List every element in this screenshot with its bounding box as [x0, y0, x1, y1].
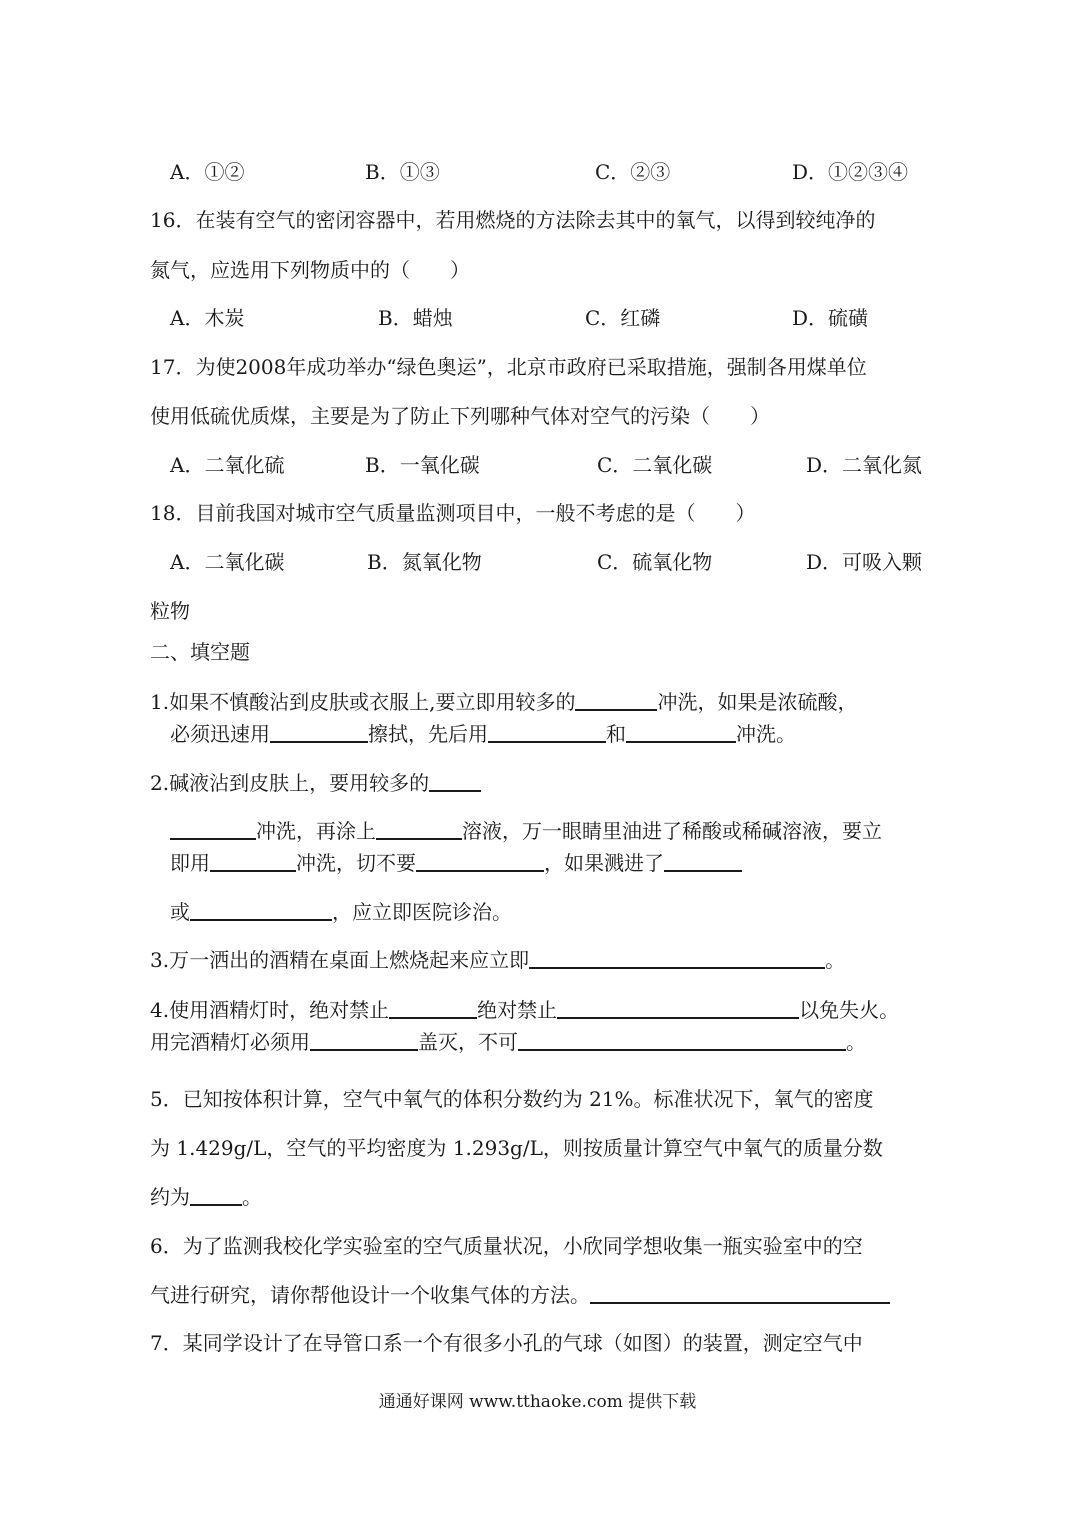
fill1-text-a: 1.如果不慎酸沾到皮肤或衣服上,要立即用较多的: [150, 690, 576, 714]
fill2-blank-1[interactable]: [429, 770, 481, 792]
q16-option-c: C．红磷: [585, 306, 661, 330]
fill2-text-g: 或: [170, 900, 190, 924]
fill5-blank-1[interactable]: [190, 1184, 242, 1206]
q17-options: [0, 451, 1075, 479]
fill4-blank-2[interactable]: [557, 997, 799, 1019]
fill2-blank-5[interactable]: [416, 850, 544, 872]
fill2-blank-7[interactable]: [190, 899, 332, 921]
q15-option-c: C．②③: [595, 160, 671, 184]
fill1-line2: [170, 720, 796, 748]
fill1-text-d: 擦拭，先后用: [368, 722, 488, 746]
fill1-blank-1[interactable]: [575, 689, 657, 711]
q18-wrap: 粒物: [150, 599, 190, 623]
page-footer: 通通好课网 www.tthaoke.com 提供下载: [378, 1392, 697, 1412]
fill2-blank-4[interactable]: [210, 850, 296, 872]
fill2-text-c: 溶液，万一眼睛里油进了稀酸或稀碱溶液，要立: [462, 819, 882, 843]
fill2-text-f: ，如果溅进了: [544, 851, 664, 875]
fill6-blank-1[interactable]: [590, 1282, 890, 1304]
fill5-text-a: 约为: [150, 1185, 190, 1209]
fill2-blank-2[interactable]: [170, 818, 256, 840]
fill2-line3: [170, 849, 742, 877]
fill1-text-c: 必须迅速用: [170, 722, 270, 746]
fill1-text-e: 和: [606, 722, 626, 746]
fill2-line2: [170, 817, 882, 845]
section-heading: 二、填空题: [150, 640, 250, 664]
fill5-text-b: 。: [242, 1185, 262, 1209]
fill3-text-a: 3.万一洒出的酒精在桌面上燃烧起来应立即: [150, 948, 530, 972]
q17-line1: 17．为使2008年成功举办“绿色奥运”，北京市政府已采取措施，强制各用煤单位: [150, 355, 867, 379]
fill5-line1: 5．已知按体积计算，空气中氧气的体积分数约为 21%。标准状况下，氧气的密度: [150, 1087, 874, 1111]
fill1-line1: [150, 688, 857, 716]
q16-line1: 16．在装有空气的密闭容器中，若用燃烧的方法除去其中的氧气，以得到较纯净的: [150, 208, 876, 232]
q18-option-d: D．可吸入颗: [806, 550, 923, 574]
fill4-line1: [150, 996, 899, 1024]
fill4-text-b: 绝对禁止: [477, 998, 558, 1022]
fill4-text-c: 以免失火。: [799, 998, 900, 1022]
q16-option-d: D．硫磺: [792, 306, 869, 330]
q16-options: [0, 304, 1075, 332]
fill2-line1: [150, 769, 481, 797]
fill3-line: [150, 946, 845, 974]
fill1-blank-2[interactable]: [270, 721, 368, 743]
fill2-blank-6[interactable]: [664, 850, 742, 872]
q17-option-c: C．二氧化碳: [597, 453, 713, 477]
fill2-text-d: 即用: [170, 851, 210, 875]
fill2-blank-3[interactable]: [376, 818, 462, 840]
fill2-text-e: 冲洗，切不要: [296, 851, 416, 875]
fill2-line4: [170, 898, 512, 926]
q15-options: [0, 158, 1075, 186]
q17-option-d: D．二氧化氮: [806, 453, 923, 477]
q15-option-a: A．①②: [170, 160, 245, 184]
fill6-line2: [150, 1281, 890, 1309]
fill7-line1: 7．某同学设计了在导管口系一个有很多小孔的气球（如图）的装置，测定空气中: [150, 1331, 863, 1355]
q15-option-b: B．①③: [365, 160, 440, 184]
fill2-text-b: 冲洗，再涂上: [256, 819, 376, 843]
fill4-text-f: 。: [846, 1030, 866, 1054]
q17-line2: 使用低硫优质煤，主要是为了防止下列哪种气体对空气的污染（ ）: [150, 404, 770, 428]
q18-option-c: C．硫氧化物: [597, 550, 713, 574]
q17-option-a: A．二氧化硫: [170, 453, 285, 477]
fill4-blank-3[interactable]: [310, 1029, 418, 1051]
q16-option-a: A．木炭: [170, 306, 245, 330]
fill4-line2: [150, 1028, 866, 1056]
fill5-line2: 为 1.429g/L，空气的平均密度为 1.293g/L，则按质量计算空气中氧气的质量分数: [150, 1136, 883, 1160]
q18-options: [0, 548, 1075, 576]
fill1-blank-3[interactable]: [488, 721, 606, 743]
fill5-line3: [150, 1183, 262, 1211]
fill4-blank-4[interactable]: [518, 1029, 846, 1051]
fill4-text-e: 盖灭，不可: [418, 1030, 518, 1054]
fill4-text-d: 用完酒精灯必须用: [150, 1030, 310, 1054]
q16-line2: 氮气，应选用下列物质中的（ ）: [150, 258, 470, 282]
q18-option-b: B．氮氧化物: [367, 550, 482, 574]
fill1-text-b: 冲洗，如果是浓硫酸，: [657, 690, 858, 714]
q16-option-b: B．蜡烛: [378, 306, 453, 330]
fill1-text-f: 冲洗。: [736, 722, 796, 746]
q15-option-d: D．①②③④: [792, 160, 909, 184]
q18-option-a: A．二氧化碳: [170, 550, 285, 574]
fill1-blank-4[interactable]: [626, 721, 736, 743]
fill4-text-a: 4.使用酒精灯时，绝对禁止: [150, 998, 390, 1022]
fill6-line1: 6．为了监测我校化学实验室的空气质量状况，小欣同学想收集一瓶实验室中的空: [150, 1234, 863, 1258]
fill3-text-b: 。: [825, 948, 846, 972]
fill2-text-a: 2.碱液沾到皮肤上，要用较多的: [150, 771, 430, 795]
q18-line1: 18．目前我国对城市空气质量监测项目中，一般不考虑的是（ ）: [150, 501, 756, 525]
fill2-text-h: ，应立即医院诊治。: [332, 900, 512, 924]
fill4-blank-1[interactable]: [389, 997, 477, 1019]
fill3-blank-1[interactable]: [529, 947, 825, 969]
fill6-text-a: 气进行研究，请你帮他设计一个收集气体的方法。: [150, 1283, 590, 1307]
q17-option-b: B．一氧化碳: [365, 453, 480, 477]
